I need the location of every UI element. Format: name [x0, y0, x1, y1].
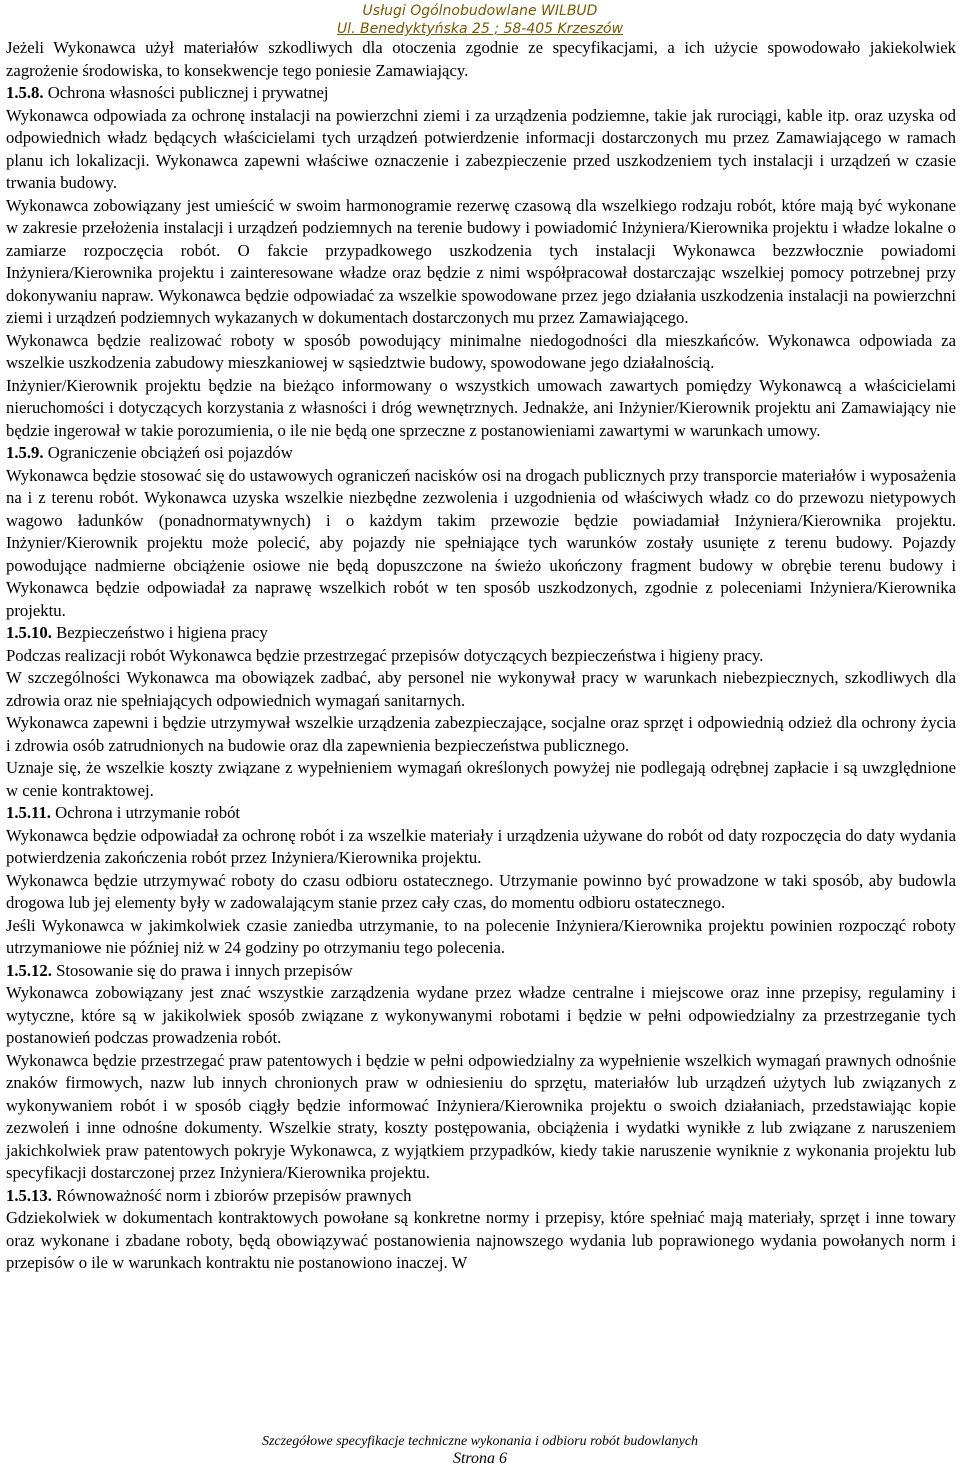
paragraph: Wykonawca będzie odpowiadał za ochronę robót i za wszelkie materiały i urządzenia używane do robót od daty rozpoczęcia do daty wydania potwierdzenia zakończenia robót przez Inżyniera/Kierownika projektu.: [6, 825, 956, 867]
section-heading-1-5-10: [6, 622, 956, 645]
paragraph: Podczas realizacji robót Wykonawca będzie przestrzegać przepisów dotyczących bezpieczeństwa i higieny pracy.: [6, 645, 764, 665]
section-number: 1.5.11.: [6, 803, 51, 822]
paragraph: Wykonawca zapewni i będzie utrzymywał wszelkie urządzenia zabezpieczające, socjalne oraz sprzęt i odpowiednią odzież dla ochrony życia i zdrowia osób zatrudnionych na budowie oraz dla zapewnienia bezpieczeństwa publicznego.: [6, 713, 956, 755]
section-number: 1.5.12.: [6, 960, 52, 980]
section-title: Ochrona własności publicznej i prywatnej: [43, 83, 329, 102]
paragraph: Inżynier/Kierownik projektu będzie na bieżąco informowany o wszystkich umowach zawartych pomiędzy Wykonawcą a właścicielami nieruchomości i dotyczących korzystania z własności i dróg wewnętrznych. Jednakże, ani Inżynier/Kierownik projektu ani Zamawiający nie będzie ingerował w takie porozumienia, o ile nie będą one sprzeczne z postanowieniami zawartymi w warunkach umowy.: [6, 375, 956, 440]
section-title: Stosowanie się do prawa i innych przepisów: [51, 960, 353, 980]
paragraph: Uznaje się, że wszelkie koszty związane z wypełnieniem wymagań określonych powyżej nie podlegają odrębnej zapłacie i są uwzględnione w cenie kontraktowej.: [6, 758, 956, 800]
company-address: Ul. Benedyktyńska 25 ; 58-405 Krzeszów: [336, 21, 624, 37]
paragraph: W szczególności Wykonawca ma obowiązek zadbać, aby personel nie wykonywał pracy w warunkach niebezpiecznych, szkodliwych dla zdrowia oraz nie spełniających odpowiednich wymagań sanitarnych.: [6, 668, 956, 710]
paragraph: Wykonawca będzie stosować się do ustawowych ograniczeń nacisków osi na drogach publicznych przy transporcie materiałów i wyposażenia na i z terenu robót. Wykonawca uzyska wszelkie niezbędne zezwolenia i uzgodnienia od właściwych władz co do przewozu nietypowych wagowo ładunków (ponadnormatywnych) i o każdym takim przewozie będzie powiadamiał Inżyniera/Kierownika projektu. Inżynier/Kierownik projektu może polecić, aby pojazdy nie spełniające tych warunków zostały usunięte z terenu budowy. Pojazdy powodujące nadmierne obciążenie osiowe nie będą dopuszczone na świeżo ukończony fragment budowy w obrębie terenu budowy i Wykonawca będzie odpowiadał za naprawę wszelkich robót w ten sposób uszkodzonych, zgodnie z poleceniami Inżyniera/Kierownika projektu.: [6, 465, 956, 620]
section-number: 1.5.10.: [6, 623, 52, 642]
paragraph: Jeśli Wykonawca w jakimkolwiek czasie zaniedba utrzymanie, to na polecenie Inżyniera/Kierownika projektu powinien rozpocząć roboty utrzymaniowe nie później niż w 24 godziny po otrzymaniu tego polecenia.: [6, 915, 956, 957]
section-heading-1-5-12: [6, 960, 956, 983]
paragraph: Wykonawca będzie przestrzegać praw patentowych i będzie w pełni odpowiedzialny za wypełnienie wszelkich wymagań prawnych odnośnie znaków firmowych, nazw lub innych chronionych praw w odniesieniu do sprzętu, materiałów lub urządzeń użytych lub związanych z wykonywaniem robót i w sposób ciągły będzie informować Inżyniera/Kierownika projektu o swoich działaniach, przedstawiając kopie zezwoleń i inne odnośne dokumenty. Wszelkie straty, koszty postępowania, obciążenia i wydatki wynikłe z lub związane z naruszeniem jakichkolwiek praw patentowych pokryje Wykonawca, z wyjątkiem przypadków, kiedy takie naruszenie wyniknie z wykonania projektu lub specyfikacji dostarczonej przez Inżyniera/Kierownika projektu.: [6, 1050, 956, 1182]
footer-title: Szczegółowe specyfikacje techniczne wykonania i odbioru robót budowlanych: [261, 1434, 699, 1449]
section-title: Bezpieczeństwo i higiena pracy: [51, 623, 268, 642]
section-number: 1.5.9.: [6, 443, 44, 462]
paragraph: Wykonawca zobowiązany jest znać wszystkie zarządzenia wydane przez władze centralne i miejscowe oraz inne przepisy, regulaminy i wytyczne, które są w jakikolwiek sposób związane z wykonywanymi robotami i będzie w pełni odpowiedzialny za przestrzeganie tych postanowień podczas prowadzenia robót.: [6, 983, 956, 1047]
section-title: Ograniczenie obciążeń osi pojazdów: [43, 443, 293, 462]
section-number: 1.5.13.: [6, 1185, 52, 1205]
company-name: Usługi Ogólnobudowlane WILBUD: [362, 3, 598, 19]
section-heading-1-5-11: [6, 802, 956, 825]
paragraph: Wykonawca będzie utrzymywać roboty do czasu odbioru ostatecznego. Utrzymanie powinno być prowadzone w taki sposób, aby budowla drogowa lub jej elementy były w zadowalającym stanie przez cały czas, do momentu odbioru ostatecznego.: [6, 870, 956, 912]
section-heading-1-5-9: [6, 442, 956, 465]
section-number: 1.5.8.: [6, 83, 44, 102]
page-number: Strona 6: [452, 1450, 508, 1467]
section-title: Równoważność norm i zbiorów przepisów prawnych: [51, 1185, 412, 1205]
section-heading-1-5-8: [6, 82, 956, 105]
paragraph: Wykonawca odpowiada za ochronę instalacji na powierzchni ziemi i za urządzenia podziemne, takie jak rurociągi, kable itp. oraz uzyska od odpowiednich władz będących właścicielami tych urządzeń potwierdzenie informacji dostarczonych mu przez Zamawiającego w ramach planu ich lokalizacji. Wykonawca zapewni właściwe oznaczenie i zabezpieczenie przed uszkodzeniem tych instalacji i urządzeń w czasie trwania budowy.: [6, 105, 956, 192]
document-body: [6, 37, 956, 1275]
page-footer: [0, 1433, 960, 1467]
page-header: [0, 0, 960, 38]
paragraph: Wykonawca będzie realizować roboty w sposób powodujący minimalne niedogodności dla mieszkańców. Wykonawca odpowiada za wszelkie uszkodzenia zabudowy mieszkaniowej w sąsiedztwie budowy, spowodowane jego działalnością.: [6, 330, 956, 372]
paragraph: Jeżeli Wykonawca użył materiałów szkodliwych dla otoczenia zgodnie ze specyfikacjami, a ich użycie spowodowało jakiekolwiek zagrożenie środowiska, to konsekwencje tego poniesie Zamawiający.: [6, 38, 956, 80]
paragraph: Gdziekolwiek w dokumentach kontraktowych powołane są konkretne normy i przepisy, które spełniać mają materiały, sprzęt i inne towary oraz wykonane i zbadane roboty, będą obowiązywać postanowienia najnowszego wydania lub poprawionego wydania powołanych norm i przepisów o ile w warunkach kontraktu nie postanowiono inaczej. W: [6, 1208, 956, 1272]
section-title: Ochrona i utrzymanie robót: [50, 803, 241, 822]
section-heading-1-5-13: [6, 1185, 956, 1208]
paragraph: Wykonawca zobowiązany jest umieścić w swoim harmonogramie rezerwę czasową dla wszelkiego rodzaju robót, które mają być wykonane w zakresie przełożenia instalacji i urządzeń podziemnych na terenie budowy i powiadomić Inżyniera/Kierownika projektu i władze lokalne o zamiarze rozpoczęcia robót. O fakcie przypadkowego uszkodzenia tych instalacji Wykonawca bezzwłocznie powiadomi Inżyniera/Kierownika projektu i zainteresowane władze oraz będzie z nimi współpracował dostarczając wszelkiej pomocy potrzebnej przy dokonywaniu napraw. Wykonawca będzie odpowiadać za wszelkie spowodowane przez jego działania uszkodzenia instalacji na powierzchni ziemi i urządzeń podziemnych wykazanych w dokumentach dostarczonych mu przez Zamawiającego.: [6, 195, 956, 327]
